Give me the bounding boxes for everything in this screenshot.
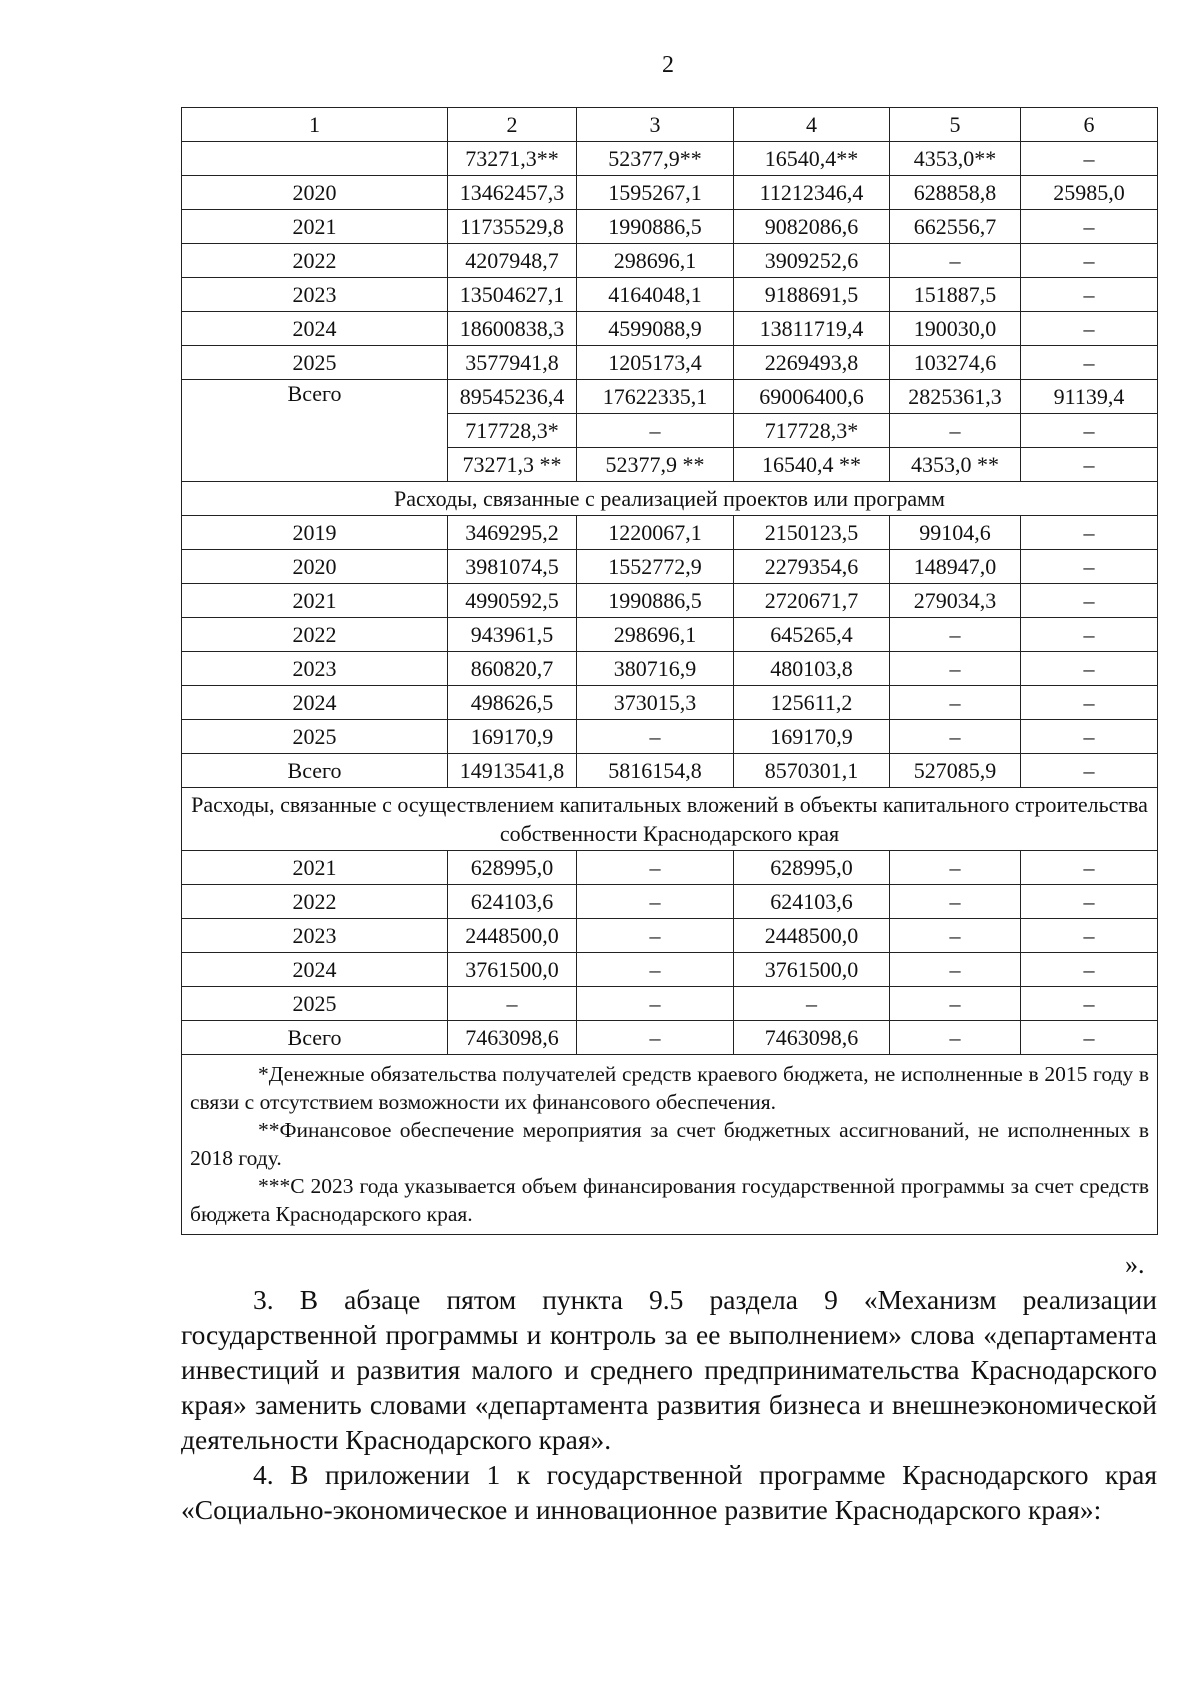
- table-cell: 1990886,5: [577, 210, 734, 244]
- table-row: [182, 346, 1158, 380]
- table-row: [182, 142, 1158, 176]
- table-cell: 91139,4: [1021, 380, 1158, 414]
- section-header-row: [182, 482, 1158, 516]
- row-label: 2020: [182, 176, 448, 210]
- table-cell: –: [1021, 754, 1158, 788]
- table-cell: 3577941,8: [448, 346, 577, 380]
- table-row: [182, 584, 1158, 618]
- header-cell: 5: [890, 108, 1021, 142]
- table-cell: –: [890, 953, 1021, 987]
- row-label: [182, 142, 448, 176]
- table-cell: 2448500,0: [448, 919, 577, 953]
- row-label: 2024: [182, 953, 448, 987]
- table-cell: 11212346,4: [734, 176, 890, 210]
- table-cell: 2269493,8: [734, 346, 890, 380]
- header-cell: 2: [448, 108, 577, 142]
- table-row: [182, 278, 1158, 312]
- page-number: 2: [662, 52, 674, 78]
- table-cell: –: [890, 652, 1021, 686]
- table-cell: –: [1021, 720, 1158, 754]
- closing-quote: ».: [1125, 1250, 1145, 1279]
- table-cell: 2279354,6: [734, 550, 890, 584]
- table-cell: –: [448, 987, 577, 1021]
- table-cell: –: [1021, 885, 1158, 919]
- header-cell: 6: [1021, 108, 1158, 142]
- table-row: [182, 885, 1158, 919]
- table-cell: 1205173,4: [577, 346, 734, 380]
- table-row: [182, 720, 1158, 754]
- table-cell: 2825361,3: [890, 380, 1021, 414]
- table-cell: –: [577, 414, 734, 448]
- table-cell: 298696,1: [577, 244, 734, 278]
- table-cell: 169170,9: [734, 720, 890, 754]
- table-cell: –: [1021, 987, 1158, 1021]
- body-text: [181, 1282, 1157, 1527]
- row-label: 2021: [182, 210, 448, 244]
- table-cell: 645265,4: [734, 618, 890, 652]
- table-cell: 3761500,0: [448, 953, 577, 987]
- table-cell: 89545236,4: [448, 380, 577, 414]
- table-cell: 99104,6: [890, 516, 1021, 550]
- row-label: 2023: [182, 652, 448, 686]
- table-cell: 1220067,1: [577, 516, 734, 550]
- table-cell: –: [1021, 652, 1158, 686]
- header-cell: 4: [734, 108, 890, 142]
- table-cell: 373015,3: [577, 686, 734, 720]
- table-cell: –: [1021, 244, 1158, 278]
- table-cell: 498626,5: [448, 686, 577, 720]
- footnotes-row: [182, 1055, 1158, 1235]
- paragraph-4: 4. В приложении 1 к государственной программе Краснодарского края «Социально-экономическое и инновационное развитие Краснодарского края»:: [181, 1459, 1157, 1525]
- table-cell: 125611,2: [734, 686, 890, 720]
- table-cell: –: [1021, 414, 1158, 448]
- table-cell: 11735529,8: [448, 210, 577, 244]
- table-cell: –: [1021, 516, 1158, 550]
- table-cell: 13811719,4: [734, 312, 890, 346]
- table-cell: 628995,0: [448, 851, 577, 885]
- table-cell: 624103,6: [734, 885, 890, 919]
- table-cell: 527085,9: [890, 754, 1021, 788]
- table-cell: 8570301,1: [734, 754, 890, 788]
- row-label: 2021: [182, 851, 448, 885]
- table-cell: 18600838,3: [448, 312, 577, 346]
- table-cell: –: [577, 919, 734, 953]
- table-cell: 169170,9: [448, 720, 577, 754]
- table-cell: 9082086,6: [734, 210, 890, 244]
- table-cell: 279034,3: [890, 584, 1021, 618]
- table-cell: 480103,8: [734, 652, 890, 686]
- table-cell: 3981074,5: [448, 550, 577, 584]
- table-cell: –: [734, 987, 890, 1021]
- table-row: [182, 686, 1158, 720]
- row-label: Всего: [182, 1021, 448, 1055]
- table-row: [182, 244, 1158, 278]
- table-cell: –: [1021, 618, 1158, 652]
- total-row: [182, 380, 1158, 414]
- table-cell: 662556,7: [890, 210, 1021, 244]
- section-title-capital: Расходы, связанные с осуществлением капитальных вложений в объекты капитального строительства собственности Краснодарского края: [182, 788, 1158, 851]
- section-title-projects: Расходы, связанные с реализацией проектов или программ: [182, 482, 1158, 516]
- table-cell: 298696,1: [577, 618, 734, 652]
- table-cell: –: [1021, 919, 1158, 953]
- table-row: [182, 618, 1158, 652]
- footnote: *Денежные обязательства получателей средств краевого бюджета, не исполненные в 2015 году в связи с отсутствием возможности их финансового обеспечения.: [190, 1062, 1149, 1114]
- footnote: **Финансовое обеспечение мероприятия за счет бюджетных ассигнований, не исполненных в 2018 году.: [190, 1118, 1149, 1170]
- table-cell: 4164048,1: [577, 278, 734, 312]
- row-label: 2024: [182, 686, 448, 720]
- table-cell: –: [1021, 584, 1158, 618]
- total-label: Всего: [182, 380, 448, 482]
- table-cell: –: [1021, 686, 1158, 720]
- table-cell: –: [577, 851, 734, 885]
- row-label: 2025: [182, 987, 448, 1021]
- row-label: 2019: [182, 516, 448, 550]
- table-cell: 73271,3**: [448, 142, 577, 176]
- table-cell: –: [890, 851, 1021, 885]
- table-cell: –: [1021, 142, 1158, 176]
- paragraph-3: 3. В абзаце пятом пункта 9.5 раздела 9 «Механизм реализации государственной программы и контроль за ее выполнением» слова «департамента инвестиций и развития малого и среднего предпринимательства Краснодарского края» заменить словами «департамента развития бизнеса и внешнеэкономической деятельности Краснодарского края».: [181, 1284, 1157, 1455]
- table-cell: 943961,5: [448, 618, 577, 652]
- table-cell: 5816154,8: [577, 754, 734, 788]
- footnotes-cell: [182, 1055, 1158, 1235]
- table-row: [182, 754, 1158, 788]
- table-cell: –: [890, 1021, 1021, 1055]
- table-cell: 628995,0: [734, 851, 890, 885]
- table-cell: 4353,0 **: [890, 448, 1021, 482]
- table-cell: 151887,5: [890, 278, 1021, 312]
- table-cell: 9188691,5: [734, 278, 890, 312]
- table-cell: 13462457,3: [448, 176, 577, 210]
- table-cell: 4990592,5: [448, 584, 577, 618]
- table-cell: 860820,7: [448, 652, 577, 686]
- table-cell: 7463098,6: [448, 1021, 577, 1055]
- table-cell: –: [890, 885, 1021, 919]
- table-cell: 717728,3*: [448, 414, 577, 448]
- table-cell: 3909252,6: [734, 244, 890, 278]
- table-cell: 1990886,5: [577, 584, 734, 618]
- footnote: ***С 2023 года указывается объем финансирования государственной программы за счет средств бюджета Краснодарского края.: [190, 1174, 1149, 1226]
- row-label: 2021: [182, 584, 448, 618]
- table-cell: 380716,9: [577, 652, 734, 686]
- table-cell: 16540,4 **: [734, 448, 890, 482]
- row-label: 2022: [182, 244, 448, 278]
- header-cell: 3: [577, 108, 734, 142]
- table-cell: 4353,0**: [890, 142, 1021, 176]
- table-cell: 52377,9 **: [577, 448, 734, 482]
- row-label: 2023: [182, 919, 448, 953]
- row-label: 2025: [182, 720, 448, 754]
- table-cell: 3469295,2: [448, 516, 577, 550]
- table-cell: 148947,0: [890, 550, 1021, 584]
- table-row: [182, 652, 1158, 686]
- table-cell: 4599088,9: [577, 312, 734, 346]
- table-cell: 13504627,1: [448, 278, 577, 312]
- table-cell: –: [1021, 278, 1158, 312]
- table-cell: –: [1021, 1021, 1158, 1055]
- table-cell: 190030,0: [890, 312, 1021, 346]
- row-label: 2023: [182, 278, 448, 312]
- table-row: [182, 987, 1158, 1021]
- row-label: 2022: [182, 885, 448, 919]
- table-cell: –: [890, 414, 1021, 448]
- table-cell: 52377,9**: [577, 142, 734, 176]
- table-cell: 7463098,6: [734, 1021, 890, 1055]
- table-cell: –: [577, 953, 734, 987]
- table-cell: –: [1021, 312, 1158, 346]
- row-label: 2024: [182, 312, 448, 346]
- table-cell: –: [1021, 210, 1158, 244]
- table-header-row: [182, 108, 1158, 142]
- financing-table: [181, 107, 1158, 1235]
- table-cell: 1595267,1: [577, 176, 734, 210]
- table-cell: 16540,4**: [734, 142, 890, 176]
- table-cell: –: [1021, 448, 1158, 482]
- row-label: 2025: [182, 346, 448, 380]
- table-row: [182, 516, 1158, 550]
- table-cell: –: [890, 618, 1021, 652]
- table-cell: 4207948,7: [448, 244, 577, 278]
- table-cell: 2448500,0: [734, 919, 890, 953]
- table-cell: –: [890, 686, 1021, 720]
- table-cell: –: [890, 987, 1021, 1021]
- table-cell: –: [1021, 550, 1158, 584]
- table-row: [182, 312, 1158, 346]
- table-cell: –: [1021, 851, 1158, 885]
- table-cell: 717728,3*: [734, 414, 890, 448]
- table-row: [182, 550, 1158, 584]
- table-cell: –: [890, 919, 1021, 953]
- table-row: [182, 176, 1158, 210]
- table-row: [182, 851, 1158, 885]
- header-cell: 1: [182, 108, 448, 142]
- table-cell: –: [1021, 953, 1158, 987]
- table-cell: 69006400,6: [734, 380, 890, 414]
- table-cell: –: [890, 244, 1021, 278]
- table-cell: 103274,6: [890, 346, 1021, 380]
- table-cell: –: [890, 720, 1021, 754]
- section-header-row: [182, 788, 1158, 851]
- table-cell: 73271,3 **: [448, 448, 577, 482]
- table-cell: –: [577, 987, 734, 1021]
- table-cell: –: [577, 885, 734, 919]
- table-cell: –: [577, 1021, 734, 1055]
- table-cell: –: [1021, 346, 1158, 380]
- table-cell: 628858,8: [890, 176, 1021, 210]
- row-label: 2020: [182, 550, 448, 584]
- row-label: Всего: [182, 754, 448, 788]
- table-row: [182, 919, 1158, 953]
- table-row: [182, 953, 1158, 987]
- table-cell: 14913541,8: [448, 754, 577, 788]
- table-cell: 17622335,1: [577, 380, 734, 414]
- table-cell: –: [577, 720, 734, 754]
- table-cell: 2720671,7: [734, 584, 890, 618]
- row-label: 2022: [182, 618, 448, 652]
- table-cell: 1552772,9: [577, 550, 734, 584]
- table-cell: 2150123,5: [734, 516, 890, 550]
- table-row: [182, 1021, 1158, 1055]
- table-cell: 3761500,0: [734, 953, 890, 987]
- table-cell: 624103,6: [448, 885, 577, 919]
- table-row: [182, 210, 1158, 244]
- table-cell: 25985,0: [1021, 176, 1158, 210]
